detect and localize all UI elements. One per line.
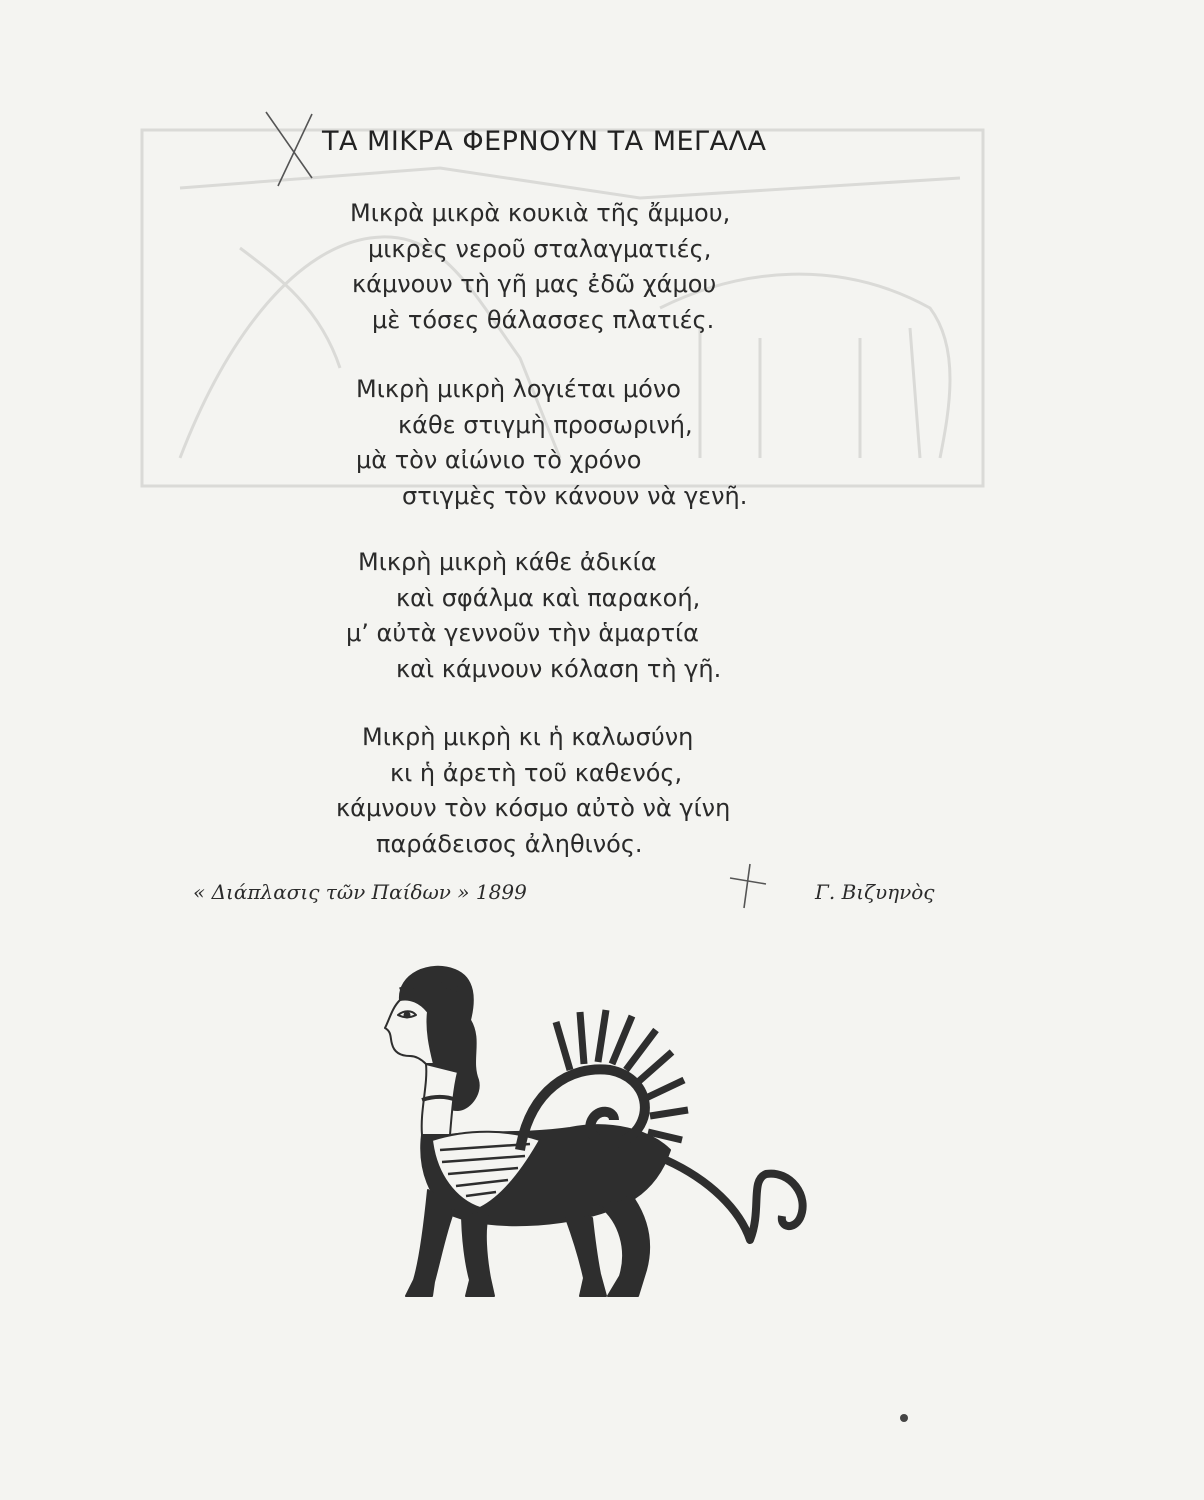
poem-line: καὶ κάμνουν κόλαση τὴ γῆ.: [396, 654, 722, 683]
stanza-4: [336, 720, 731, 862]
pencil-cross-mark: [260, 108, 320, 188]
poem-line: μὰ τὸν αἰώνιο τὸ χρόνο: [356, 446, 642, 474]
poem-line: κι ἡ ἀρετὴ τοῦ καθενός,: [390, 758, 683, 787]
poem-line: στιγμὲς τὸν κάνουν νὰ γενῆ.: [402, 481, 748, 510]
poem-title: ΤΑ ΜΙΚΡΑ ΦΕΡΝΟΥΝ ΤΑ ΜΕΓΑΛΑ: [322, 126, 767, 157]
author-name: Γ. Βιζυηνὸς: [815, 880, 935, 904]
poem-line: Μικρὴ μικρὴ λογιέται μόνο: [356, 375, 681, 403]
poem-line: καὶ σφάλμα καὶ παρακοή,: [396, 583, 701, 612]
poem-line: κάμνουν τὴ γῆ μας ἐδῶ χάμου: [352, 270, 717, 298]
poem-line: κάθε στιγμὴ προσωρινή,: [398, 410, 693, 439]
stanza-2: [356, 372, 747, 514]
sphinx-illustration: [370, 960, 820, 1320]
pencil-cross-mark: [722, 860, 770, 910]
poem-line: Μικρὴ μικρὴ κι ἡ καλωσύνη: [362, 723, 694, 751]
paper-speck: [896, 1410, 912, 1426]
poem-line: Μικρὰ μικρὰ κουκιὰ τῆς ἄμμου,: [350, 199, 731, 227]
poem-line: παράδεισος ἀληθινός.: [376, 829, 643, 858]
poem-line: Μικρὴ μικρὴ κάθε ἀδικία: [358, 548, 657, 576]
stanza-1: [350, 196, 730, 338]
poem-line: μὲ τόσες θάλασσες πλατιές.: [372, 305, 715, 334]
stanza-3: [346, 545, 722, 687]
source-citation: « Διάπλασις τῶν Παίδων » 1899: [193, 880, 527, 904]
poem-line: μ’ αὐτὰ γεννοῦν τὴν ἁμαρτία: [346, 619, 699, 647]
poem-line: κάμνουν τὸν κόσμο αὐτὸ νὰ γίνη: [336, 794, 731, 822]
poem-line: μικρὲς νεροῦ σταλαγματιές,: [368, 234, 712, 263]
